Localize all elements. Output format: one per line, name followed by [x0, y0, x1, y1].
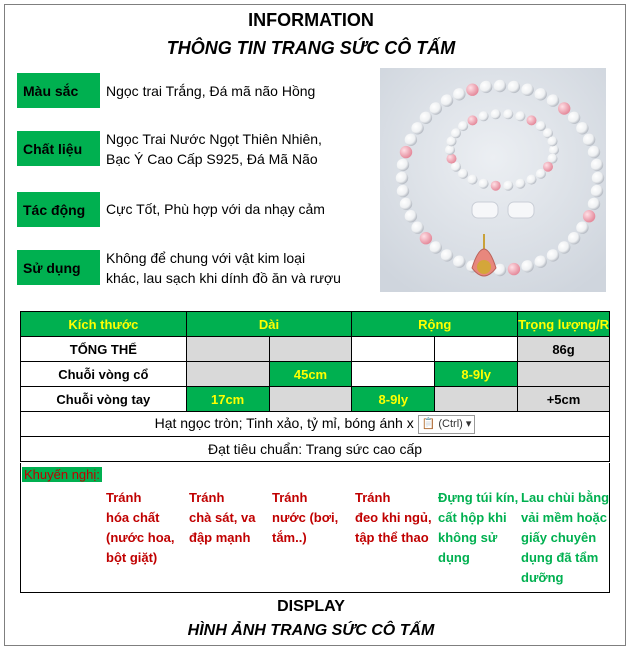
- necklace-bead: [430, 102, 442, 114]
- bracelet-bead: [543, 162, 553, 172]
- recommend-item: Tránh nước (bơi, tắm..): [272, 490, 339, 545]
- clipboard-icon: 📋: [421, 417, 436, 430]
- necklace-bead: [588, 198, 600, 210]
- necklace-bead: [441, 249, 453, 261]
- bracelet-bead: [515, 111, 525, 121]
- necklace-bead: [453, 256, 465, 268]
- note-row: [21, 412, 610, 437]
- cell-width: 8-9ly: [352, 387, 435, 412]
- necklace-bead: [568, 232, 580, 244]
- row-name: Chuỗi vòng tay: [21, 387, 187, 412]
- necklace-bead: [535, 256, 547, 268]
- label-usage: Sử dụng: [17, 250, 100, 285]
- note-text: Hạt ngọc tròn; Tinh xảo, tỷ mỉ, bóng ánh x: [154, 414, 414, 431]
- necklace-bead: [411, 122, 423, 134]
- necklace-bead: [405, 134, 417, 146]
- bracelet-bead: [515, 179, 525, 189]
- recommend-item: Tránh hóa chất (nước hoa, bột giặt): [106, 490, 175, 565]
- product-photo: [380, 68, 606, 292]
- bracelet-bead: [491, 181, 501, 191]
- necklace-bead: [508, 263, 520, 275]
- bracelet-bead: [548, 136, 558, 146]
- bracelet-bead: [447, 154, 457, 164]
- value-material: Ngọc Trai Nước Ngọt Thiên Nhiên, Bạc Ý Cao Cấp S925, Đá Mã Não: [106, 131, 322, 167]
- header-width: Rộng: [352, 312, 518, 337]
- row-name: TỔNG THỂ: [21, 337, 187, 362]
- value-effect: Cực Tốt, Phù hợp với da nhạy cảm: [106, 201, 325, 217]
- bracelet-bead: [491, 109, 501, 119]
- necklace-bead: [494, 80, 506, 92]
- table-row: [21, 337, 610, 362]
- page-title: INFORMATION: [248, 10, 374, 30]
- recommend-label: Khuyến nghị:: [24, 467, 100, 482]
- necklace-bead: [397, 159, 409, 171]
- necklace-bead: [420, 232, 432, 244]
- necklace-bead: [591, 185, 603, 197]
- necklace-bead: [480, 81, 492, 93]
- bracelet-bead: [458, 169, 468, 179]
- necklace-bead: [521, 84, 533, 96]
- cell-weight: +5cm: [518, 387, 610, 412]
- bracelet-bead: [527, 115, 537, 125]
- necklace-bead: [547, 94, 559, 106]
- page-subtitle: THÔNG TIN TRANG SỨC CÔ TẤM: [166, 38, 456, 58]
- bracelet-bead: [468, 115, 478, 125]
- bracelet-bead: [503, 109, 513, 119]
- necklace-bead: [576, 122, 588, 134]
- necklace-bead: [400, 198, 412, 210]
- cell-length: 17cm: [186, 387, 269, 412]
- necklace-bead: [558, 241, 570, 253]
- chevron-down-icon: ▾: [465, 417, 472, 430]
- necklace-bead: [583, 210, 595, 222]
- bracelet-bead: [549, 145, 559, 155]
- table-row: [21, 362, 610, 387]
- necklace-bead: [405, 210, 417, 222]
- recommend-item: Tránh đeo khi ngủ, tập thể thao: [355, 490, 432, 545]
- label-effect: Tác động: [17, 192, 100, 227]
- row-name: Chuỗi vòng cổ: [21, 362, 187, 387]
- necklace-bead: [453, 88, 465, 100]
- label-material: Chất liệu: [17, 131, 100, 166]
- header-length: Dài: [186, 312, 352, 337]
- bracelet-bead: [445, 145, 455, 155]
- table-header-row: [21, 312, 610, 337]
- necklace-bead: [411, 222, 423, 234]
- necklace-bead: [535, 88, 547, 100]
- spec-table: [20, 311, 610, 462]
- value-color: Ngọc trai Trắng, Đá mã não Hồng: [106, 83, 316, 99]
- necklace-bead: [441, 94, 453, 106]
- bracelet-bead: [479, 179, 489, 189]
- recommend-item: Lau chùi bằng vải mềm hoặc giấy chuyên dụng đã tẩm dưỡng: [521, 490, 610, 585]
- necklace-bead: [576, 222, 588, 234]
- cell-width: 8-9ly: [435, 362, 518, 387]
- bracelet-bead: [479, 111, 489, 121]
- bracelet-bead: [536, 169, 546, 179]
- necklace-bead: [508, 81, 520, 93]
- bracelet-bead: [527, 175, 537, 185]
- necklace-bead: [521, 260, 533, 272]
- cell-weight: 86g: [518, 337, 610, 362]
- necklace-bead: [396, 172, 408, 184]
- bracelet-bead: [451, 128, 461, 138]
- bracelet-bead: [468, 175, 478, 185]
- value-usage: Không để chung với vật kim loại khác, lau sạch khi dính đồ ăn và rượu: [106, 250, 341, 286]
- necklace-bead: [583, 134, 595, 146]
- display-subtitle: HÌNH ẢNH TRANG SỨC CÔ TẤM: [187, 622, 435, 639]
- bracelet-bead: [536, 121, 546, 131]
- bracelet-bead: [458, 121, 468, 131]
- table-row: [21, 387, 610, 412]
- necklace-bead: [592, 172, 604, 184]
- necklace-bead: [558, 102, 570, 114]
- necklace-bead: [588, 146, 600, 158]
- label-color: Màu sắc: [17, 73, 100, 108]
- recommend-item: Tránh chà sát, va đập mạnh: [189, 490, 256, 545]
- necklace-image: [380, 68, 606, 292]
- necklace-bead: [591, 159, 603, 171]
- necklace-bead: [430, 241, 442, 253]
- recommend-item: Đựng túi kín, cất hộp khi không sử dụng: [438, 490, 519, 565]
- header-weight: Trọng lượng/R: [518, 312, 610, 337]
- standard-row: [21, 437, 610, 462]
- necklace-bead: [420, 112, 432, 124]
- necklace-bead: [568, 112, 580, 124]
- display-title: DISPLAY: [277, 598, 345, 615]
- bracelet-bead: [503, 181, 513, 191]
- necklace-bead: [397, 185, 409, 197]
- necklace-bead: [400, 146, 412, 158]
- header-size: Kích thước: [21, 312, 187, 337]
- paste-options-button[interactable]: 📋 (Ctrl) ▾: [418, 415, 476, 434]
- cell-length: 45cm: [269, 362, 352, 387]
- standard-text: Đạt tiêu chuẩn: Trang sức cao cấp: [21, 437, 610, 462]
- necklace-bead: [466, 84, 478, 96]
- necklace-bead: [547, 249, 559, 261]
